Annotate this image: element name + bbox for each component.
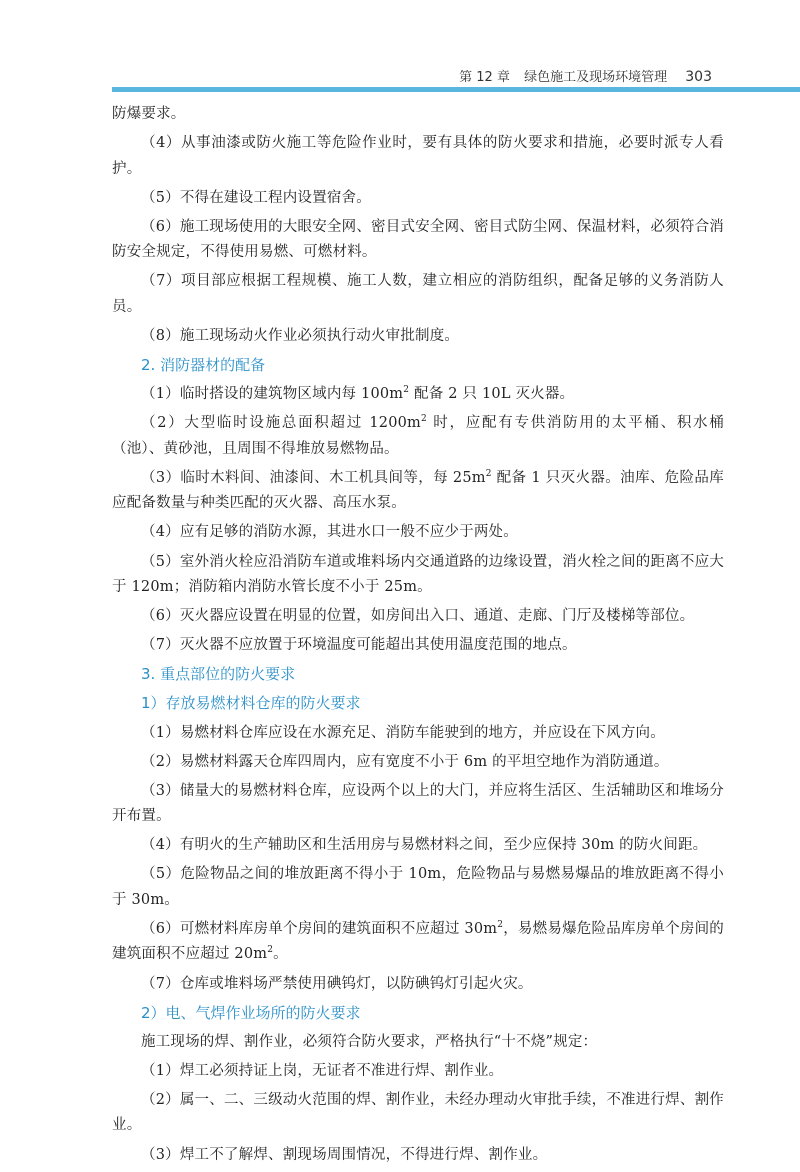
paragraph: （3）储量大的易燃材料仓库，应设两个以上的大门，并应将生活区、生活辅助区和堆场分开布置。 bbox=[112, 782, 724, 825]
superscript: 2 bbox=[497, 920, 504, 931]
chapter-number: 第 12 章 bbox=[459, 70, 510, 85]
paragraph: （2）易燃材料露天仓库四周内，应有宽度不小于 6m 的平坦空地作为消防通道。 bbox=[141, 753, 669, 770]
text-run: 时，应配有专供消防用的太平桶、积水桶（池）、黄砂池，且周围不得堆放易燃物品。 bbox=[112, 415, 724, 457]
paragraph: （5）不得在建设工程内设置宿舍。 bbox=[141, 189, 371, 206]
superscript: 2 bbox=[403, 385, 410, 396]
text-run: （6）可燃材料库房单个房间的建筑面积不应超过 30m bbox=[141, 920, 498, 937]
text-run: 。 bbox=[273, 946, 288, 963]
paragraph: （1）易燃材料仓库应设在水源充足、消防车能驶到的地方，并应设在下风方向。 bbox=[141, 724, 665, 741]
superscript: 2 bbox=[485, 469, 492, 480]
chapter-title: 绿色施工及现场环境管理 bbox=[524, 70, 668, 85]
running-header bbox=[459, 66, 712, 85]
page-body bbox=[112, 102, 724, 1172]
paragraph: （2）属一、二、三级动火范围的焊、割作业，未经办理动火审批手续，不准进行焊、割作业。 bbox=[112, 1091, 724, 1134]
subsection-heading: 2）电、气焊作业场所的防火要求 bbox=[141, 1003, 361, 1022]
paragraph: 施工现场的焊、割作业，必须符合防火要求，严格执行“十不烧”规定： bbox=[141, 1033, 598, 1050]
paragraph: （5）室外消火栓应沿消防车道或堆料场内交通道路的边缘设置，消火栓之间的距离不应大于 120m；消防箱内消防水管长度不小于 25m。 bbox=[112, 553, 724, 596]
paragraph: （4）从事油漆或防火施工等危险作业时，要有具体的防火要求和措施，必要时派专人看护。 bbox=[112, 135, 724, 177]
paragraph: 防爆要求。 bbox=[112, 106, 186, 122]
paragraph: （3）焊工不了解焊、割现场周围情况，不得进行焊、割作业。 bbox=[141, 1146, 548, 1163]
paragraph: （7）项目部应根据工程规模、施工人数，建立相应的消防组织，配备足够的义务消防人员。 bbox=[112, 273, 724, 315]
paragraph bbox=[112, 466, 724, 517]
superscript: 2 bbox=[267, 945, 274, 956]
page-header bbox=[0, 60, 800, 94]
paragraph: （7）灭火器不应放置于环境温度可能超出其使用温度范围的地点。 bbox=[141, 637, 577, 654]
text-run: 配备 2 只 10L 灭火器。 bbox=[409, 386, 575, 403]
paragraph: （1）焊工必须持证上岗，无证者不准进行焊、割作业。 bbox=[141, 1062, 504, 1079]
text-run: （2）大型临时设施总面积超过 1200m bbox=[141, 415, 422, 432]
page-number: 303 bbox=[685, 69, 712, 85]
paragraph: （4）有明火的生产辅助区和生活用房与易燃材料之间，至少应保持 30m 的防火间距。 bbox=[141, 837, 708, 854]
superscript: 2 bbox=[421, 414, 427, 425]
paragraph bbox=[112, 411, 724, 462]
section-heading: 2. 消防器材的配备 bbox=[141, 356, 266, 375]
paragraph: （5）危险物品之间的堆放距离不得小于 10m，危险物品与易燃易爆品的堆放距离不得小于 30m。 bbox=[112, 866, 724, 908]
paragraph: （7）仓库或堆料场严禁使用碘钨灯，以防碘钨灯引起火灾。 bbox=[141, 975, 533, 992]
subsection-heading: 1）存放易燃材料仓库的防火要求 bbox=[141, 694, 361, 713]
paragraph: （6）灭火器应设置在明显的位置，如房间出入口、通道、走廊、门厅及楼梯等部位。 bbox=[141, 608, 695, 625]
paragraph: （8）施工现场动火作业必须执行动火审批制度。 bbox=[141, 327, 460, 344]
paragraph: （4）应有足够的消防水源，其进水口一般不应少于两处。 bbox=[141, 524, 518, 541]
text-run: ，易燃易爆危险品库房单个房间的建筑面积不应超过 20m bbox=[112, 920, 724, 963]
section-heading: 3. 重点部位的防火要求 bbox=[141, 665, 296, 684]
paragraph bbox=[112, 917, 724, 968]
text-run: （1）临时搭设的建筑物区域内每 100m bbox=[141, 386, 404, 403]
text-run: （3）临时木料间、油漆间、木工机具间等，每 25m bbox=[141, 469, 486, 486]
paragraph: （6）施工现场使用的大眼安全网、密目式安全网、密目式防尘网、保温材料，必须符合消防安全规定，不得使用易燃、可燃材料。 bbox=[112, 218, 724, 261]
header-rule bbox=[112, 87, 800, 92]
text-run: 配备 1 只灭火器。油库、危险品库应配备数量与种类匹配的灭火器、高压水泵。 bbox=[112, 469, 724, 512]
paragraph bbox=[112, 382, 724, 408]
